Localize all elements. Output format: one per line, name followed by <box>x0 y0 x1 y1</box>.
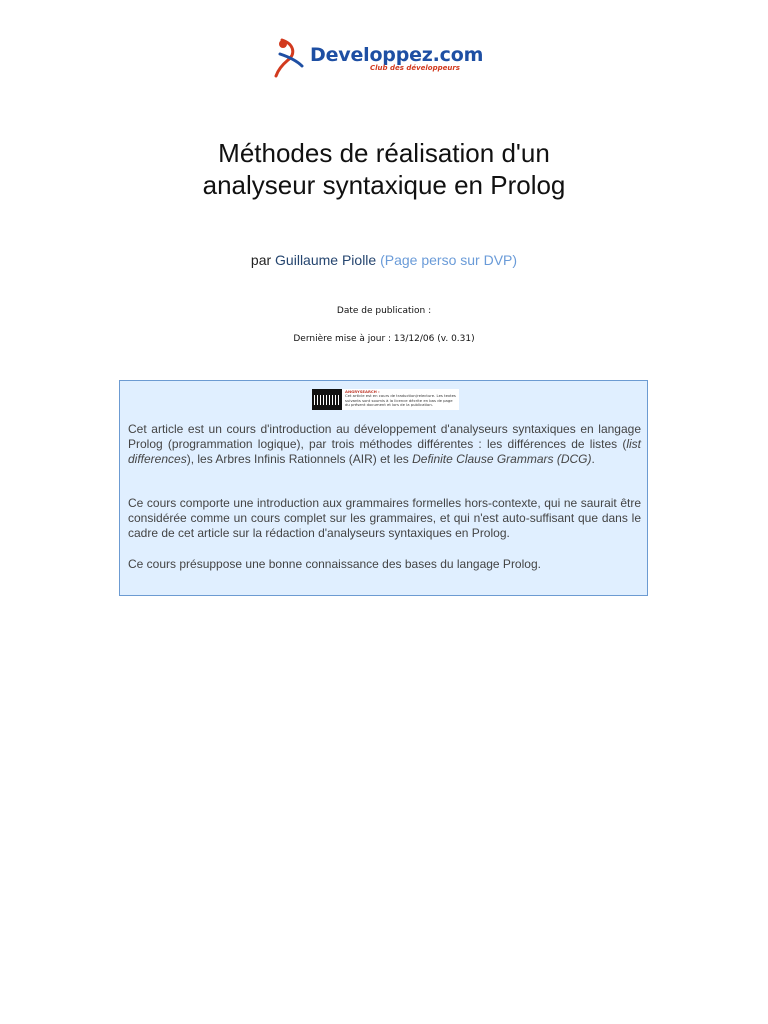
title-line-1: Méthodes de réalisation d'un <box>218 138 550 168</box>
byline <box>0 252 768 268</box>
title-line-2: analyseur syntaxique en Prolog <box>202 170 566 200</box>
page-title <box>0 137 768 201</box>
abstract-p1-em-dcg: Definite Clause Grammars (DCG) <box>412 452 592 466</box>
abstract-box <box>119 380 648 596</box>
license-body: Cet article est en cours de traduction/relecture. Les textes suivants sont soumis à la licence décrite en bas de page du présent document et lors de la publication. <box>345 393 456 407</box>
license-banner[interactable] <box>312 389 459 410</box>
logo-tagline: Club des développeurs <box>370 64 460 72</box>
abstract-p1-em-list-differences: list differences <box>128 437 641 466</box>
abstract-paragraph-1 <box>128 422 641 467</box>
byline-prefix: par <box>250 252 272 268</box>
logo-swirl-icon <box>272 36 308 80</box>
abstract-p1-text-a: Cet article est un cours d'introduction au développement d'analyseurs syntaxiques en langage Prolog (programmation logique), par trois méthodes différentes : les différences de listes ( <box>128 422 641 451</box>
last-update: Dernière mise à jour : 13/12/06 (v. 0.31) <box>293 334 475 344</box>
author-page-link[interactable]: (Page perso sur DVP) <box>380 252 518 268</box>
license-text <box>345 390 457 407</box>
license-badge-icon <box>312 389 342 410</box>
abstract-p1-text-b: ), les Arbres Infinis Rationnels (AIR) et les <box>186 452 413 466</box>
author-link[interactable]: Guillaume Piolle <box>275 252 377 268</box>
abstract-paragraph-3: Ce cours présuppose une bonne connaissance des bases du langage Prolog. <box>128 557 541 571</box>
license-heading: ANGRYSEARCH : <box>345 389 380 394</box>
developpez-logo[interactable] <box>272 36 484 80</box>
logo-wordmark: Developpez.com <box>310 44 484 66</box>
publication-date: Date de publication : <box>336 306 432 316</box>
abstract-paragraph-2: Ce cours comporte une introduction aux grammaires formelles hors-contexte, qui ne saurait être considérée comme un cours complet sur les grammaires, et qui n'est auto-suffisant que dans le cadre de cet article sur la rédaction d'analyseurs syntaxiques en Prolog. <box>128 496 641 540</box>
abstract-p1-text-c: . <box>591 452 595 466</box>
